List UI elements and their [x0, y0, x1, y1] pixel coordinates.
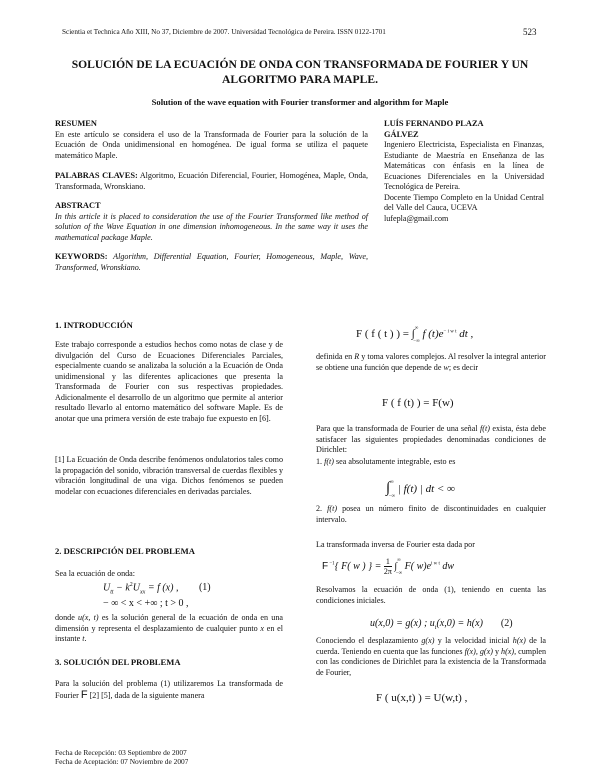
eq1-rhs: = f (x) , — [145, 582, 179, 594]
c1-a: 1. — [316, 457, 325, 466]
author-block — [384, 119, 544, 224]
def-b: y toma valores complejos. Al resolver la integral anterior se obtiene una función que depende de — [316, 352, 546, 372]
abstract-heading: ABSTRACT — [55, 201, 101, 210]
kn-a: Conociendo el desplazamiento — [316, 636, 422, 645]
inverse-intro: La transformada inversa de Fourier esta dada por — [316, 540, 475, 549]
author-bio: Ingeniero Electricista, Especialista en Finanzas, Estudiante de Maestría en Enseñanza de las Matemáticas con énfasis en la línea de Ecuaciones Diferenciales en la Universidad Tecnológica de Pereira. — [384, 140, 544, 191]
definition-text — [316, 352, 546, 373]
init-number: (2) — [500, 618, 513, 629]
inv-fraction — [384, 557, 392, 576]
solution-intro — [55, 679, 283, 701]
inverse-fourier-transform — [322, 557, 454, 576]
abs-int-body: | f(t) | dt < ∞ — [395, 483, 455, 495]
palabras-heading: PALABRAS CLAVES: — [55, 171, 138, 180]
abstract-block — [55, 119, 368, 273]
inv-frac-den: 2π — [383, 567, 392, 576]
sol-a: Para la solución del problema (1) utilizaremos La transformada de Fourier — [55, 679, 283, 700]
c1-b: sea absolutamente integrable, esto es — [333, 457, 456, 466]
init-sub-t: t — [434, 625, 437, 631]
c2-ft: f(t) — [327, 504, 338, 513]
author-name-line1 — [384, 119, 544, 130]
eq1-U2: U — [132, 582, 140, 594]
transform-of-u: F ( u(x,t) ) = U(w,t) , — [376, 692, 468, 704]
author-name: LUÍS FERNANDO PLAZA — [384, 119, 484, 128]
eq1-mid: − k — [113, 582, 130, 594]
abs-int-upper: ∞ — [390, 480, 394, 485]
absolute-integrability — [386, 480, 455, 499]
abs-int-lower: −∞ — [388, 494, 396, 499]
problem-description — [55, 613, 283, 645]
eq1-number: (1) — [198, 582, 211, 594]
fourier-transform-definition — [356, 326, 473, 344]
inv-body: F( w)e — [402, 560, 432, 572]
pd-a: donde — [55, 613, 79, 622]
c1-ft: f(t) — [324, 457, 334, 466]
resumen-text: En este artículo se considera el uso de la Transformada de Fourier para la solución de la Ecuación de Onda unidimensional en homogénea. De igual forma se utiliza el paquete matemático Maple. — [55, 129, 368, 160]
ft-integrand: f (t)e — [419, 328, 444, 340]
kn-hx: h(x) — [512, 636, 526, 645]
section-1-heading: 1. INTRODUCCIÓN — [55, 320, 133, 330]
inv-frac-num: 1 — [384, 557, 392, 567]
initial-conditions — [370, 618, 513, 631]
sol-b: [2] [5], dada de la siguiente manera — [87, 690, 205, 700]
intro-paragraph-1: Este trabajo corresponde a estudios hechos como notas de clase y de divulgación del Curso de Ecuaciones Diferenciales Parciales, especialmente cuando se analizaba la solución a la Ecuación de Onda unidimensional y las diferentes aplicaciones que presenta la Transformada de Fourier con sus respectivas propiedades. Adicionalmente el desarrollo de un algoritmo que permite al anterior resultado llevarlo al entorno matemático del software Maple. Es de anotar que una primera versión de este trabajo fue expuesto en [6]. — [55, 340, 283, 423]
fourier-F-symbol: F — [80, 688, 88, 701]
paper-title — [40, 57, 560, 87]
def-w: w — [443, 362, 449, 372]
kn-b: y la velocidad inicial — [434, 636, 513, 645]
eq1-U: U — [103, 582, 111, 594]
pd-d: . — [84, 634, 87, 643]
ft-dt: dt , — [456, 328, 474, 340]
condition-1 — [316, 457, 546, 468]
fourier-of-f-equals-Fw: F ( f (t) ) = F(w) — [382, 397, 454, 409]
resolve-text: Resolvamos la ecuación de onda (1), teniendo en cuenta las condiciones iniciales. — [316, 585, 546, 605]
title-line-1: SOLUCIÓN DE LA ECUACIÓN DE ONDA CON TRANSFORMADA DE FOURIER Y UN — [71, 58, 529, 71]
author-affiliation: Docente Tiempo Completo en la Unidad Central del Valle del Cauca, UCEVA — [384, 192, 544, 212]
inv-exp: i w t — [431, 561, 440, 567]
pd-u: u(x, t) — [78, 613, 99, 622]
kn-d: y — [492, 646, 502, 656]
author-name-line2: GÁLVEZ — [384, 129, 419, 139]
c2-b: posea un número finito de discontinuidades en cualquier intervalo. — [316, 504, 546, 524]
dirichlet-intro — [316, 424, 546, 456]
page-number: 523 — [523, 27, 537, 37]
pd-c: en el instante — [55, 623, 284, 643]
paper-subtitle: Solution of the wave equation with Fourier transformer and algorithm for Maple — [151, 97, 449, 107]
intro-paragraph-2: [1] La Ecuación de Onda describe fenómenos ondulatorios tales como la propagación del sonido, vibración transversal de cuerdas flexibles y vibración longitudinal de una viga. Dichos fenómenos se pueden modelar con ecuaciones diferenciales en derivadas parciales. — [55, 455, 283, 496]
wave-domain: − ∞ < x < +∞ ; t > 0 , — [103, 598, 189, 609]
c2-a: 2. — [316, 504, 328, 513]
inv-dw: dw — [439, 560, 455, 572]
eq1-sub-tt: tt — [110, 589, 114, 596]
keywords-heading: KEYWORDS: — [55, 252, 108, 261]
inv-mid: { F( w ) } = — [334, 560, 384, 572]
def-c: ; es decir — [448, 362, 479, 372]
section-2-heading: 2. DESCRIPCIÓN DEL PROBLEMA — [55, 546, 195, 556]
kn-c: de la cuerda. Teniendo en cuenta que las funciones — [316, 636, 546, 656]
kn-e: cumplen con las condiciones de Dirichlet para la existencia de la Transformada de Fourier, — [316, 646, 547, 677]
palabras-claves — [55, 171, 368, 192]
dir-a: Para que la transformada de Fourier de una señal — [316, 424, 481, 433]
kn-gx: g(x) — [421, 636, 435, 645]
init-a: u(x,0) = g(x) ; u — [370, 618, 435, 629]
problem-intro: Sea la ecuación de onda: — [55, 569, 136, 578]
kn-fx: f(x), g(x) — [464, 646, 493, 656]
pd-t: t — [82, 634, 85, 643]
dir-ft: f(t) — [480, 424, 490, 433]
eq1-sup2: 2 — [129, 582, 133, 588]
eq1-sub-xx: xx — [140, 589, 146, 596]
wave-equation — [103, 582, 211, 595]
section-3-heading: 3. SOLUCIÓN DEL PROBLEMA — [55, 657, 181, 667]
abs-int-sign: ∫ — [386, 480, 391, 496]
inv-F: F — [322, 560, 329, 572]
abstract-text: In this article it is placed to consideration the use of the Fourier Transformed like method of solution of the Wave Equation in one dimension inhomogeneous. In the same way it uses the mathematical package Maple. — [55, 211, 368, 242]
palabras-text: Algoritmo, Ecuación Diferencial, Fourier, Homogénea, Maple, Onda, Transformada, Wronskiano. — [55, 171, 369, 191]
known-conditions — [316, 636, 546, 678]
accepted-date: Fecha de Aceptación: 07 Noviembre de 2007 — [55, 757, 189, 766]
pd-x: x — [260, 623, 265, 633]
ft-lower-limit: −∞ — [413, 339, 420, 344]
received-date: Fecha de Recepción: 03 Septiembre de 2007 — [55, 748, 187, 757]
ft-lhs: F ( f ( t ) ) = ∫ — [356, 328, 415, 340]
inv-sup: −1 — [328, 561, 335, 567]
condition-2 — [316, 504, 546, 525]
dir-b: exista, ésta debe satisfacer las siguientes propiedades denominadas condiciones de Dirichlet: — [316, 424, 546, 454]
def-a: definida en — [316, 352, 355, 361]
kn-hx2: h(x), — [501, 646, 517, 656]
author-email: lufepla@gmail.com — [384, 213, 449, 223]
init-b: (x,0) = h(x) — [436, 618, 483, 629]
keywords-text: Algorithm, Differential Equation, Fourier, Homogeneous, Maple, Wave, Transformed, Wronskiano. — [55, 252, 368, 272]
inv-int-lower: −∞ — [395, 570, 403, 576]
def-R: R — [354, 352, 360, 361]
ft-exponent: − i w t — [443, 329, 457, 335]
running-head: Scientia et Technica Año XIII, No 37, Diciembre de 2007. Universidad Tecnológica de Pereira. ISSN 0122-1701 — [62, 28, 386, 36]
ft-upper-limit: ∞ — [414, 326, 419, 331]
inv-int-upper: ∞ — [397, 557, 401, 563]
inv-int: ∫ — [391, 560, 398, 572]
title-line-2: ALGORITMO PARA MAPLE. — [222, 73, 378, 86]
keywords — [55, 252, 368, 273]
resumen-heading: RESUMEN — [55, 119, 97, 128]
pd-b: es la solución general de la ecuación de onda en una dimensión y representa el desplazamiento de cualquier punto — [55, 613, 283, 633]
